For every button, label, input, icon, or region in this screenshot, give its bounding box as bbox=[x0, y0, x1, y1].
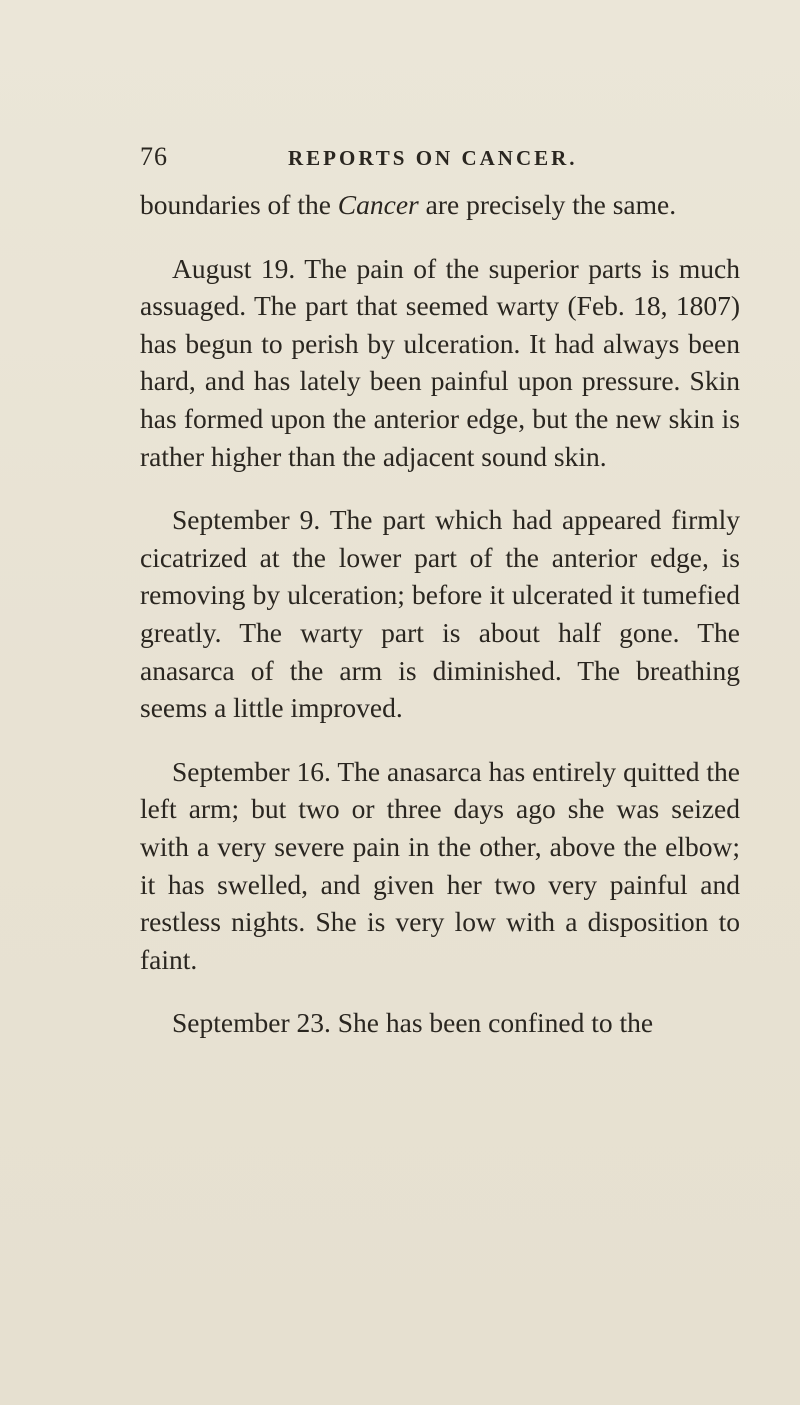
paragraph-september-23 bbox=[140, 1004, 740, 1042]
paragraph-text: She has been confined to the bbox=[330, 1007, 654, 1039]
paragraph-august-19 bbox=[140, 250, 740, 476]
paragraph-continued bbox=[140, 186, 740, 224]
paragraph-text: are precisely the same. bbox=[418, 189, 677, 220]
paragraph-september-9 bbox=[140, 501, 740, 727]
paragraph-text: The part which had appeared firmly cicatrized at the lower part of the anterior edge, is removing by ulceration; before it ulcerated it tumefied greatly. The warty part is about half gone. The anasarca of the arm is diminished. The breathing seems a little improved. bbox=[140, 504, 741, 724]
paragraph-text: The pain of the superior parts is much assuaged. The part that seemed warty (Feb. 18, 1807) has begun to perish by ulceration. It had always been hard, and has lately been painful upon pressure. Skin has formed upon the anterior edge, but the new skin is rather higher than the adjacent sound skin. bbox=[140, 252, 740, 472]
entry-date: August 19. bbox=[172, 252, 296, 284]
paragraph-text: The anasarca has entirely quitted the left arm; but two or three days ago she was seized with a very severe pain in the other, above the elbow; it has swelled, and given her two very painful and restless nights. She is very low with a disposition to faint. bbox=[140, 755, 740, 975]
body-text bbox=[140, 186, 740, 1042]
running-head: REPORTS ON CANCER. bbox=[288, 146, 578, 170]
italic-term: Cancer bbox=[337, 189, 419, 220]
paragraph-text: boundaries of the bbox=[140, 189, 338, 220]
entry-date: September 23. bbox=[172, 1007, 331, 1039]
entry-date: September 9. bbox=[172, 504, 321, 536]
page-number: 76 bbox=[140, 142, 168, 171]
page-header bbox=[140, 142, 740, 182]
entry-date: September 16. bbox=[172, 755, 331, 787]
paragraph-september-16 bbox=[140, 753, 740, 979]
